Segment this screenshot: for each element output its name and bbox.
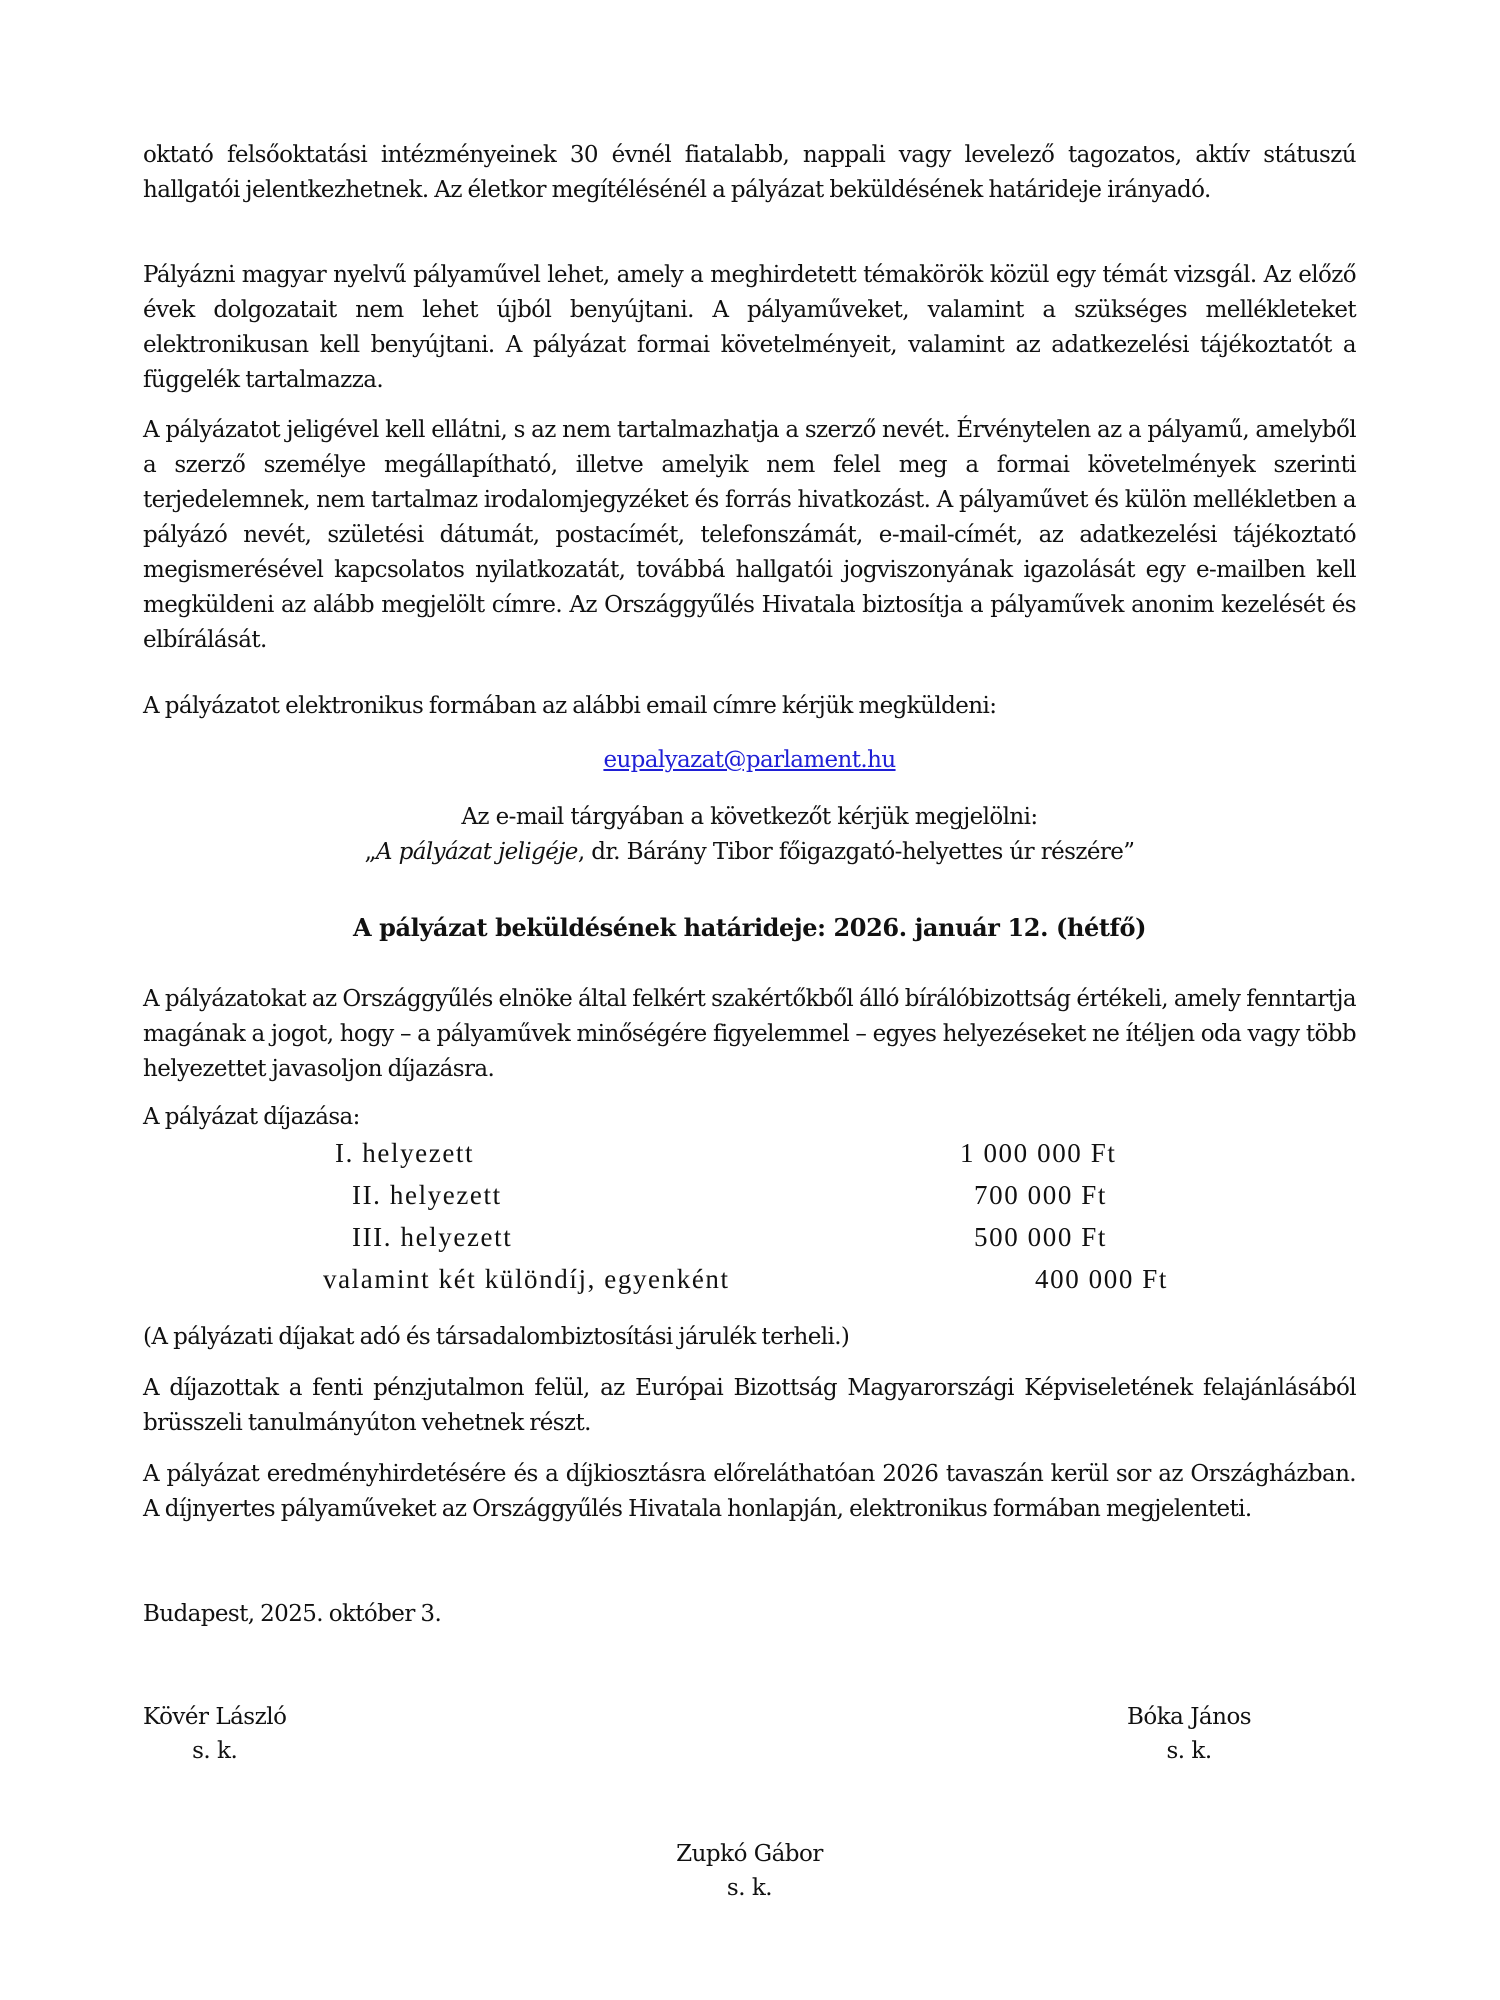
prize-place-special: valamint két különdíj, egyenként <box>323 1264 730 1294</box>
paragraph-anonymity: A pályázatot jeligével kell ellátni, s az nem tartalmazhatja a szerző nevét. Érvénytelen az a pályamű, amelyből a szerző személye megállapítható, illetve amelyik nem felel meg a formai követelmények szerinti terjedelemnek, nem tartalmaz irodalomjegyzéket és forrás hivatkozást. A pályaművet és külön mellékletben a pályázó nevét, születési dátumát, postacímét, telefonszámát, e-mail-címét, az adatkezelési tájékoztató megismerésével kapcsolatos nyilatkozatát, továbbá hallgatói jogviszonyának igazolását egy e-mailben kell megküldeni az alább megjelölt címre. Az Országgyűlés Hivatala biztosítja a pályaművek anonim kezelését és elbírálását. <box>143 417 1356 653</box>
subject-line: „A pályázat jeligéje, dr. Bárány Tibor főigazgató-helyettes úr részére” <box>364 839 1135 865</box>
paragraph-jury: A pályázatokat az Országgyűlés elnöke által felkért szakértőkből álló bírálóbizottság értékeli, amely fenntartja magának a jogot, hogy – a pályaművek minőségére figyelemmel – egyes helyezéseket ne ítéljen oda vagy több helyezettet javasoljon díjazásra. <box>143 986 1356 1082</box>
prizes-heading: A pályázat díjazása: <box>143 1104 360 1130</box>
place-date: Budapest, 2025. október 3. <box>143 1601 442 1627</box>
prize-place-2: II. helyezett <box>352 1180 502 1210</box>
prize-amount-special: 400 000 Ft <box>1035 1264 1169 1294</box>
paragraph-results: A pályázat eredményhirdetésére és a díjkiosztásra előreláthatóan 2026 tavaszán kerül sor az Országházban. A díjnyertes pályaműveket az Országgyűlés Hivatala honlapján, elektronikus formában megjelenteti. <box>143 1461 1356 1522</box>
prize-amount-2: 700 000 Ft <box>974 1180 1108 1210</box>
prize-place-1: I. helyezett <box>335 1138 475 1168</box>
paragraph-eligibility: oktató felsőoktatási intézményeinek 30 évnél fiatalabb, nappali vagy levelező tagozatos, aktív státuszú hallgatói jelentkezhetnek. Az életkor megítélésénél a pályázat beküldésének határideje irányadó. <box>143 142 1356 203</box>
paragraph-language: Pályázni magyar nyelvű pályaművel lehet, amely a meghirdetett témakörök közül egy témát vizsgál. Az előző évek dolgozatait nem lehet újból benyújtani. A pályaműveket, valamint a szükséges mellékleteket elektronikusan kell benyújtani. A pályázat formai követelményeit, valamint az adatkezelési tájékoztatót a függelék tartalmazza. <box>143 262 1356 393</box>
signatory-name: Zupkó Gábor <box>676 1841 823 1867</box>
signatory-note: s. k. <box>1166 1738 1212 1764</box>
paragraph-study-trip: A díjazottak a fenti pénzjutalmon felül, az Európai Bizottság Magyarországi Képviseletének felajánlásából brüsszeli tanulmányúton vehetnek részt. <box>143 1375 1356 1436</box>
prize-place-3: III. helyezett <box>352 1222 513 1252</box>
email-line <box>143 743 1356 778</box>
signature-boka-janos <box>1127 1700 1251 1768</box>
email-link[interactable]: eupalyazat@parlament.hu <box>603 747 896 773</box>
signatory-name: Kövér László <box>143 1704 287 1730</box>
signatory-note: s. k. <box>726 1875 773 1901</box>
prize-amount-3: 500 000 Ft <box>974 1222 1108 1252</box>
subject-intro: Az e-mail tárgyában a következőt kérjük megjelölni: <box>461 804 1038 830</box>
document-page <box>143 0 1356 2000</box>
subject-italic: A pályázat jeligéje <box>375 839 578 865</box>
signatory-note: s. k. <box>192 1738 238 1764</box>
signature-kover-laszlo <box>143 1700 286 1768</box>
tax-note: (A pályázati díjakat adó és társadalombiztosítási járulék terheli.) <box>143 1324 850 1350</box>
prize-amount-1: 1 000 000 Ft <box>960 1138 1117 1168</box>
signatory-name: Bóka János <box>1127 1704 1252 1730</box>
deadline-heading: A pályázat beküldésének határideje: 2026. január 12. (hétfő) <box>352 913 1147 942</box>
signature-zupko-gabor <box>143 1837 1356 1905</box>
paragraph-submit-intro: A pályázatot elektronikus formában az alábbi email címre kérjük megküldeni: <box>143 693 997 719</box>
